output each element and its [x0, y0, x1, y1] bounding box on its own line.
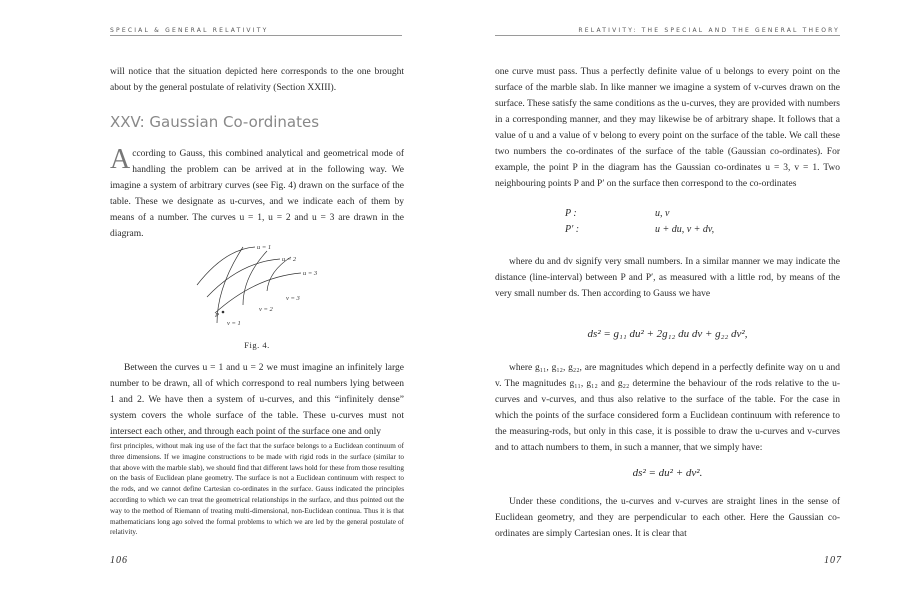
- page-number-right: 107: [824, 555, 842, 566]
- coord-p-label: P :: [565, 208, 577, 219]
- equation-line-element: ds² = g₁₁ du² + 2g₁₂ du dv + g₂₂ dv²,: [587, 328, 748, 340]
- paragraph-2-text: Between the curves u = 1 and u = 2 we must imagine an infinitely large number to be drawn, all of which correspond to real numbers lying between 1 and 2. We have then a system of u-curves, and this “infinitely dense” system covers the whole surface of the table. These u-curves must not intersect each other, and through each point of the surface one and only: [110, 363, 404, 437]
- right-page: [450, 0, 900, 600]
- drop-cap: A: [110, 144, 131, 175]
- figure-4-diagram: [185, 237, 345, 333]
- label-u1: u = 1: [257, 244, 272, 251]
- header-rule-left: [110, 35, 402, 36]
- label-u2: u = 2: [282, 256, 297, 263]
- running-head-left: SPECIAL & GENERAL RELATIVITY: [110, 27, 269, 34]
- header-rule-right: [495, 35, 840, 36]
- label-v3: v = 3: [286, 295, 300, 302]
- right-paragraph-4: [495, 494, 840, 542]
- page-number-left: 106: [110, 555, 128, 566]
- label-u3: u = 3: [303, 270, 318, 277]
- coord-p-prime-value: u + du, v + dv,: [655, 224, 715, 235]
- right-paragraph-4-text: Under these conditions, the u-curves and v-curves are straight lines in the sense of Euclidean geometry, and they are perpendicular to each other. Here the Gaussian co-ordinates are simply Cartesian ones. It is clear that: [495, 497, 840, 539]
- paragraph-1: [110, 146, 404, 242]
- intro-paragraph: [110, 64, 404, 96]
- label-p: P: [215, 312, 219, 319]
- coord-p-value: u, v: [655, 208, 670, 219]
- footnote-rule: [110, 437, 370, 438]
- figure-caption: Fig. 4.: [244, 340, 270, 350]
- right-paragraph-3: [495, 360, 840, 456]
- u-curve-3: [215, 273, 301, 313]
- running-head-right: RELATIVITY: THE SPECIAL AND THE GENERAL THEORY: [578, 27, 840, 34]
- u-curve-2: [207, 259, 280, 297]
- right-paragraph-2: [495, 254, 840, 302]
- point-p-marker: [222, 311, 225, 314]
- label-v2: v = 2: [259, 306, 273, 313]
- section-title: XXV: Gaussian Co-ordinates: [110, 113, 320, 131]
- v-curve-1: [217, 247, 243, 323]
- coord-p-prime-label: P′ :: [565, 224, 580, 235]
- right-paragraph-1: [495, 64, 840, 192]
- footnote: first principles, without mak ing use of the fact that the surface belongs to a Euclidean continuum of three dimensions. If we imagine constructions to be made with rigid rods in the surface (similar to that above with the marble slab), we should find that different laws hold for these from those resulting on the basis of Euclidean plane geometry. The surface is not a Euclidean continuum with respect to the rods, and we cannot define Cartesian co-ordinates in the surface. Gauss indicated the principles according to which we can treat the geometrical relationships in the surface, and thus pointed out the way to the method of Riemann of treating multi-dimensional, non-Euclidean continua. Thus it is that mathematicians long ago solved the formal problems to which we are led by the general postulate of relativity.: [110, 442, 404, 537]
- right-paragraph-1-text: one curve must pass. Thus a perfectly definite value of u belongs to every point on the surface of the marble slab. In like manner we imagine a system of v-curves drawn on the surface. These satisfy the same conditions as the u-curves, they are provided with numbers in a corresponding manner, and they may likewise be of arbitrary shape. It follows that a value of u and a value of v belong to every point on the surface of the table. We call these two numbers the co-ordinates of the surface of the table (Gaussian co-ordinates). For example, the point P in the diagram has the Gaussian co-ordinates u = 3, v = 1. Two neighbouring points P and P′ on the surface then correspond to the co-ordinates: [495, 67, 840, 189]
- equation-euclidean: ds² = du² + dv².: [632, 467, 703, 479]
- v-curve-2: [243, 251, 267, 305]
- coord-row-p-prime: [565, 222, 714, 238]
- coord-row-p: [565, 206, 714, 222]
- right-paragraph-3-text: where g₁₁, g₁₂, g₂₂, are magnitudes which depend in a perfectly definite way on u and v. The magnitudes g₁₁, g₁₂ and g₂₂ determine the behaviour of the rods relative to the u-curves and v-curves, and thus also relative to the surface of the table. For the case in which the points of the surface considered form a Euclidean continuum with reference to the measuring-rods, but only in this case, it is possible to draw the u-curves and v-curves and to attach numbers to them, in such a manner, that we simply have:: [495, 363, 840, 453]
- right-paragraph-2-text: where du and dv signify very small numbers. In a similar manner we may indicate the distance (line-interval) between P and P′, as measured with a little rod, by means of the very small number ds. Then according to Gauss we have: [495, 257, 840, 299]
- coordinate-table: [565, 206, 714, 238]
- paragraph-1-text: ccording to Gauss, this combined analytical and geometrical mode of handling the problem can be arrived at in the following way. We imagine a system of arbitrary curves (see Fig. 4) drawn on the surface of the table. These we designate as u-curves, and we indicate each of them by means of a number. The curves u = 1, u = 2 and u = 3 are drawn in the diagram.: [110, 149, 404, 239]
- paragraph-2: [110, 360, 404, 440]
- label-v1: v = 1: [227, 320, 241, 327]
- intro-text: will notice that the situation depicted here corresponds to the one brought about by the general postulate of relativity (Section XXIII).: [110, 67, 404, 93]
